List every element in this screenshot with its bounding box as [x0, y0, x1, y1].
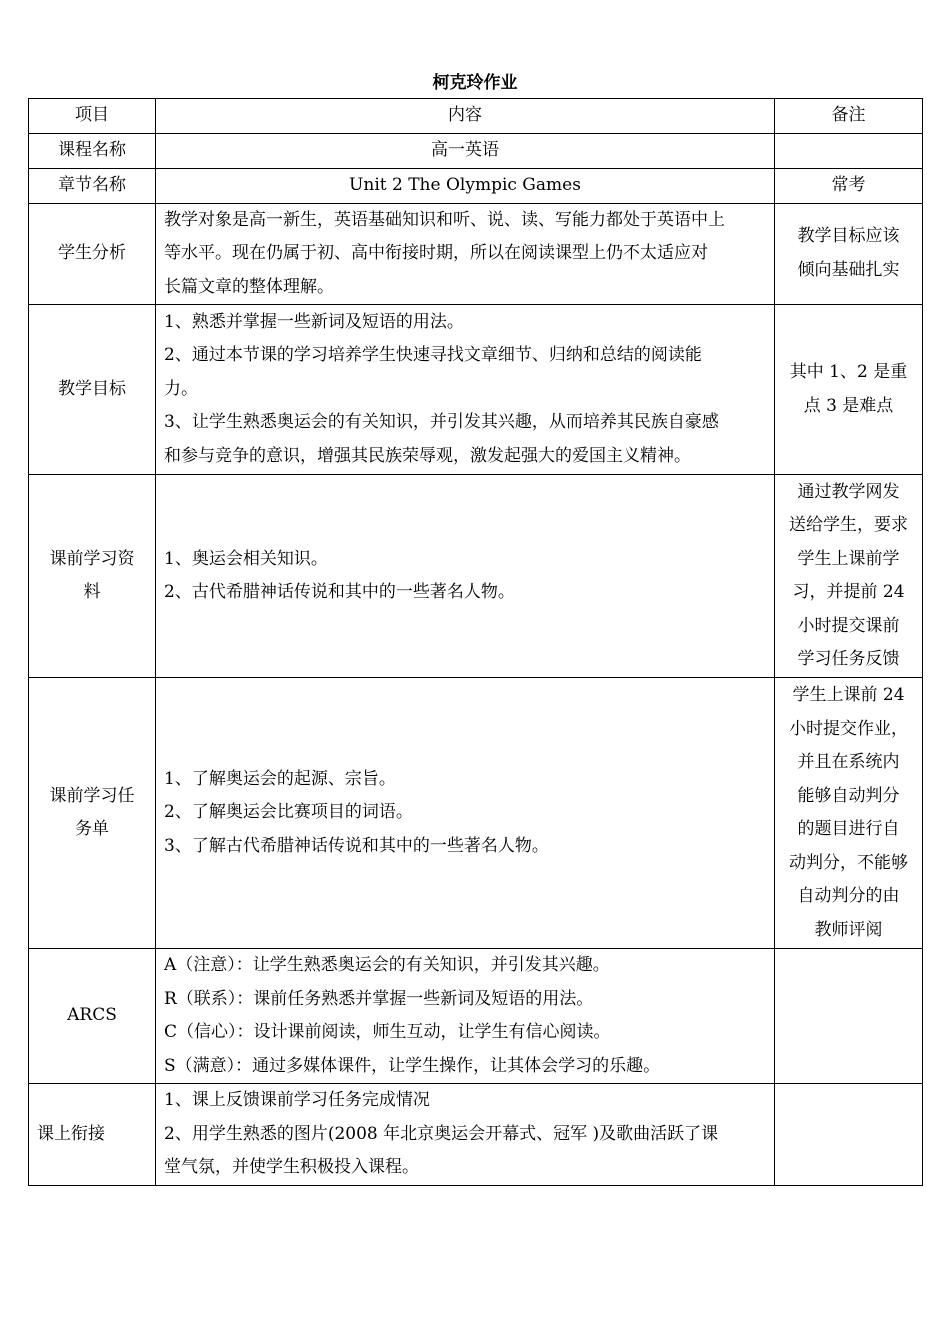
note-line: 教师评阅: [814, 919, 883, 940]
content-line: A（注意）：让学生熟悉奥运会的有关知识，并引发其兴趣。: [164, 955, 610, 975]
content-line: 等水平。现在仍属于初、高中衔接时期，所以在阅读课型上仍不太适应对: [164, 243, 708, 263]
table-row: [29, 949, 923, 1084]
content-line: 2、通过本节课的学习培养学生快速寻找文章细节、归纳和总结的阅读能: [164, 345, 702, 366]
content-line: 3、让学生熟悉奥运会的有关知识，并引发其兴趣，从而培养其民族自豪感: [164, 412, 719, 433]
item-line: 务单: [75, 819, 109, 839]
note-line: 其中 1、2 是重: [789, 362, 908, 382]
table-row: [29, 305, 923, 475]
table-row: [29, 203, 923, 305]
row-content: [156, 475, 775, 678]
note-line: 能够自动判分: [797, 785, 900, 806]
header-item: 项目: [29, 99, 156, 134]
row-note: [775, 203, 923, 305]
row-item: [29, 678, 156, 949]
row-note: 常考: [775, 169, 923, 204]
row-content: [156, 949, 775, 1084]
row-note: [775, 475, 923, 678]
content-line: 2、用学生熟悉的图片(2008 年北京奥运会开幕式、冠军 )及歌曲活跃了课: [164, 1123, 719, 1144]
row-content: 高一英语: [156, 134, 775, 169]
table-row: [29, 475, 923, 678]
header-content: 内容: [156, 99, 775, 134]
note-line: 倾向基础扎实: [797, 259, 900, 280]
content-line: 3、了解古代希腊神话传说和其中的一些著名人物。: [164, 835, 549, 856]
content-line: 2、了解奥运会比赛项目的词语。: [164, 802, 413, 823]
row-content: Unit 2 The Olympic Games: [156, 169, 775, 204]
table-row: [29, 1084, 923, 1186]
content-line: C（信心）：设计课前阅读，师生互动，让学生有信心阅读。: [164, 1022, 611, 1042]
note-line: 自动判分的由: [797, 886, 900, 906]
item-line: 料: [83, 582, 101, 602]
content-line: S（满意）：通过多媒体课件，让学生操作，让其体会学习的乐趣。: [164, 1055, 661, 1076]
note-line: 学生上课前学: [797, 548, 900, 569]
note-line: 并且在系统内: [797, 752, 900, 772]
note-line: 学习任务反馈: [797, 649, 900, 669]
row-note: [775, 305, 923, 475]
note-line: 的题目进行自: [797, 819, 900, 839]
note-line: 教学目标应该: [797, 226, 900, 247]
content-line: 1、熟悉并掌握一些新词及短语的用法。: [164, 311, 464, 332]
row-content: [156, 678, 775, 949]
content-line: 1、了解奥运会的起源、宗旨。: [164, 768, 396, 789]
note-line: 小时提交作业，: [789, 718, 908, 739]
content-line: 堂气氛，并使学生积极投入课程。: [164, 1157, 419, 1178]
row-note: [775, 134, 923, 169]
table-row: [29, 169, 923, 204]
row-item: ARCS: [29, 949, 156, 1084]
note-line: 点 3 是难点: [803, 395, 894, 416]
row-note: [775, 1084, 923, 1186]
note-line: 小时提交课前: [797, 615, 900, 636]
row-item: 课上衔接: [29, 1084, 156, 1186]
content-line: 长篇文章的整体理解。: [164, 276, 334, 297]
content-line: 和参与竞争的意识，增强其民族荣辱观，激发起强大的爱国主义精神。: [164, 445, 691, 466]
content-line: R（联系）：课前任务熟悉并掌握一些新词及短语的用法。: [164, 988, 594, 1009]
note-line: 送给学生，要求: [789, 515, 908, 535]
note-line: 习，并提前 24: [792, 582, 905, 602]
item-line: 课前学习任: [49, 785, 135, 806]
row-item: 教学目标: [29, 305, 156, 475]
row-item: [29, 475, 156, 678]
content-line: 1、奥运会相关知识。: [164, 548, 328, 569]
row-note: [775, 678, 923, 949]
note-line: 学生上课前 24: [792, 685, 905, 705]
note-line: 动判分，不能够: [789, 852, 908, 873]
table-header-row: [29, 99, 923, 134]
content-line: 力。: [164, 378, 198, 399]
content-line: 教学对象是高一新生，英语基础知识和听、说、读、写能力都处于英语中上: [164, 209, 725, 230]
row-item: 课程名称: [29, 134, 156, 169]
document-title: 柯克玲作业: [432, 73, 518, 93]
content-line: 1、课上反馈课前学习任务完成情况: [164, 1090, 430, 1111]
row-note: [775, 949, 923, 1084]
note-line: 通过教学网发: [797, 481, 900, 502]
table-row: [29, 134, 923, 169]
lesson-plan-table: [28, 98, 923, 1186]
row-item: 章节名称: [29, 169, 156, 204]
content-line: 2、古代希腊神话传说和其中的一些著名人物。: [164, 582, 515, 602]
row-content: [156, 203, 775, 305]
table-row: [29, 678, 923, 949]
row-content: [156, 305, 775, 475]
row-content: [156, 1084, 775, 1186]
row-item: 学生分析: [29, 203, 156, 305]
header-note: 备注: [775, 99, 923, 134]
item-line: 课前学习资: [49, 548, 135, 569]
